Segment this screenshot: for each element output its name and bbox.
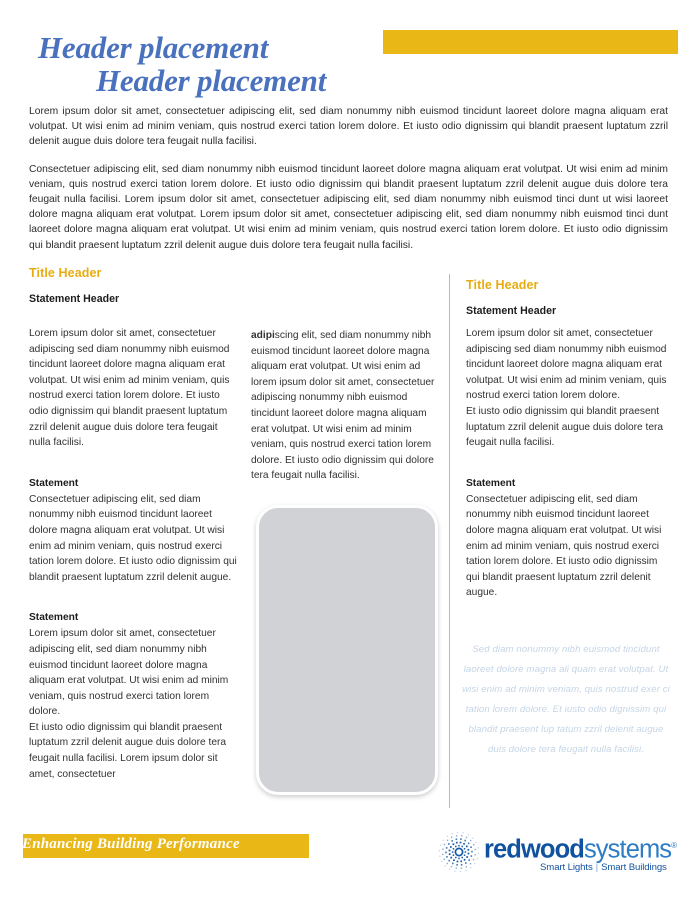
spacer: [29, 451, 237, 478]
intro-section: [29, 104, 668, 265]
page-footer: [0, 834, 695, 884]
logo-word-systems: systems: [583, 835, 672, 864]
left-paragraph-1: Lorem ipsum dolor sit amet, consectetuer adipiscing sed diam nonummy nibh euismod tincidunt laoreet dolore magna aliquam erat volutpat. Ut wisi enim ad minim veniam, quis nostrud exerci tation lorem dolore. Et iusto odio dignissim qui blandit praesent luptatum zzril delenit augue duis dolore tera feugait nulla facilisi.: [29, 328, 230, 449]
right-column: [466, 266, 668, 601]
right-statement-1-header: Statement: [466, 477, 516, 489]
logo-wordmark: [484, 832, 677, 864]
company-logo: [437, 830, 677, 880]
intro-paragraph-1: Lorem ipsum dolor sit amet, consectetuer adipiscing elit, sed diam nonummy nibh euismod tincidunt laoreet dolore magna aliquam erat volutpat. Ut wisi enim ad minim veniam, quis nostrud exerci tation lorem dolore. Et iusto odio dignissim qui blandit praesent luptatum zzril delenit augue duis dolore tera feugait nulla facilisi.: [29, 106, 668, 148]
intro-paragraph-2: Consectetuer adipiscing elit, sed diam nonummy nibh euismod tincidunt laoreet dolore magna aliquam erat volutpat. Ut wisi enim ad minim veniam, quis nostrud exerci tation lorem dolore. Et iusto odio dignissim qui blandit praesent luptatum zzril delenit augue duis dolore tera feugait nulla facilisi. Lorem ipsum dolor sit amet, consectetuer adipiscing elit, sed diam nonummy nibh euismod tinci dunt ut wisi laoreet dolore magna aliquam erat volutpat. Lorem ipsum dolor sit amet, consectetuer adipiscing elit, sed diam nonummy nibh euismod tinci dunt laoreet dolore magna aliquam erat volutpat. Ut wisi enim ad minim veniam, quis nostrud exerci tation lorem dolore. Et iusto odio dignissim qui blandit praesent luptatum zzril delenit augue duis dolore tera feugait nulla facilisi.: [29, 163, 668, 251]
radial-burst-icon: [437, 832, 481, 872]
spacer: [29, 585, 237, 612]
middle-paragraph-lead: adipi: [251, 330, 275, 341]
middle-column: [251, 266, 441, 484]
logo-subtitle-right: Smart Buildings: [601, 862, 667, 873]
logo-subtitle-left: Smart Lights: [540, 862, 593, 873]
column-divider-rule: [449, 274, 450, 808]
left-statement-2-text: Lorem ipsum dolor sit amet, consectetuer adipiscing elit, sed diam nonummy nibh euismod tincidunt laoreet dolore magna aliquam erat volutpat. Ut wisi enim ad minim veniam, quis nostrud exerci tation lorem dolore.: [29, 628, 229, 718]
left-title-header: Title Header: [29, 266, 102, 280]
pull-quote: Sed diam nonummy nibh euismod tincidunt laoreet dolore magna ali quam erat volutpat. Ut wisi enim ad minim veniam, quis nostrud exer ci tation lorem dolore. Et iusto odio dignissim qui blandit praesent lup tatum zzril delenit augue duis dolore tera feugait nulla facilisi.: [462, 644, 670, 755]
right-statement-1-text: Consectetuer adipiscing elit, sed diam nonummy nibh euismod tincidunt laoreet dolore magna aliquam erat volutpat. Ut wisi enim ad minim veniam, quis nostrud exerci tation lorem dolore. Et iusto odio dignissim qui blandit praesent luptatum zzril delenit augue.: [466, 493, 662, 599]
spacer: [251, 266, 441, 328]
left-statement-1-text: Consectetuer adipiscing elit, sed diam nonummy nibh euismod tincidunt laoreet dolore magna aliquam erat volutpat. Ut wisi enim ad minim veniam, quis nostrud exerci tation lorem dolore. Et iusto odio dignissim qui blandit praesent luptatum zzril delenit augue.: [29, 493, 237, 583]
logo-subtitle-divider: |: [595, 862, 599, 873]
page-summary-banner: [383, 30, 678, 54]
logo-registered-mark: ®: [671, 841, 678, 850]
middle-paragraph-rest: scing elit, sed diam nonummy nibh euismod tincidunt laoreet dolore magna aliquam erat volutpat. Ut wisi enim ad lorem ipsum dolor sit amet, consectetuer adipiscing nonummy nibh euismod tincidunt laoreet dolore magna aliquam erat volutpat. Ut wisi enim ad minim veniam, quis nostrud exerci tation lorem dolore. Et iusto odio dignissim qui dolore tera feugait nulla facilisi.: [251, 330, 435, 482]
left-statement-header: Statement Header: [29, 293, 120, 305]
footer-tagline-label: Enhancing Building Performance: [22, 836, 240, 852]
spacer: [29, 314, 237, 326]
left-statement-1-header: Statement: [29, 477, 79, 489]
image-placeholder: [256, 505, 438, 795]
right-title-header: Title Header: [466, 278, 539, 292]
page-summary-label: Page Summery: [575, 2, 679, 19]
right-statement-header: Statement Header: [466, 305, 557, 317]
spacer: [466, 451, 668, 478]
left-column: [29, 266, 237, 782]
left-statement-2-text-continued: Et iusto odio dignissim qui blandit praesent luptatum zzril delenit augue duis dolore tera feugait nulla facilisi. Lorem ipsum dolor sit amet, consectetuer: [29, 721, 227, 780]
logo-word-redwood: redwood: [484, 835, 584, 864]
right-paragraph-2: Et iusto odio dignissim qui blandit praesent luptatum zzril delenit augue duis dolore tera feugait nulla facilisi.: [466, 405, 664, 449]
middle-paragraph: [251, 328, 441, 484]
spacer: [466, 266, 668, 278]
page-header: [0, 0, 695, 100]
logo-subtitle: [540, 862, 667, 873]
page-title-line-2: Header placement: [96, 63, 327, 98]
right-paragraph-1: Lorem ipsum dolor sit amet, consectetuer adipiscing sed diam nonummy nibh euismod tincidunt laoreet dolore magna aliquam erat volutpat. Ut wisi enim ad minim veniam, quis nostrud exerci tation lorem dolore.: [466, 328, 667, 402]
left-statement-2-header: Statement: [29, 612, 79, 624]
page-title-line-1: Header placement: [38, 30, 269, 65]
